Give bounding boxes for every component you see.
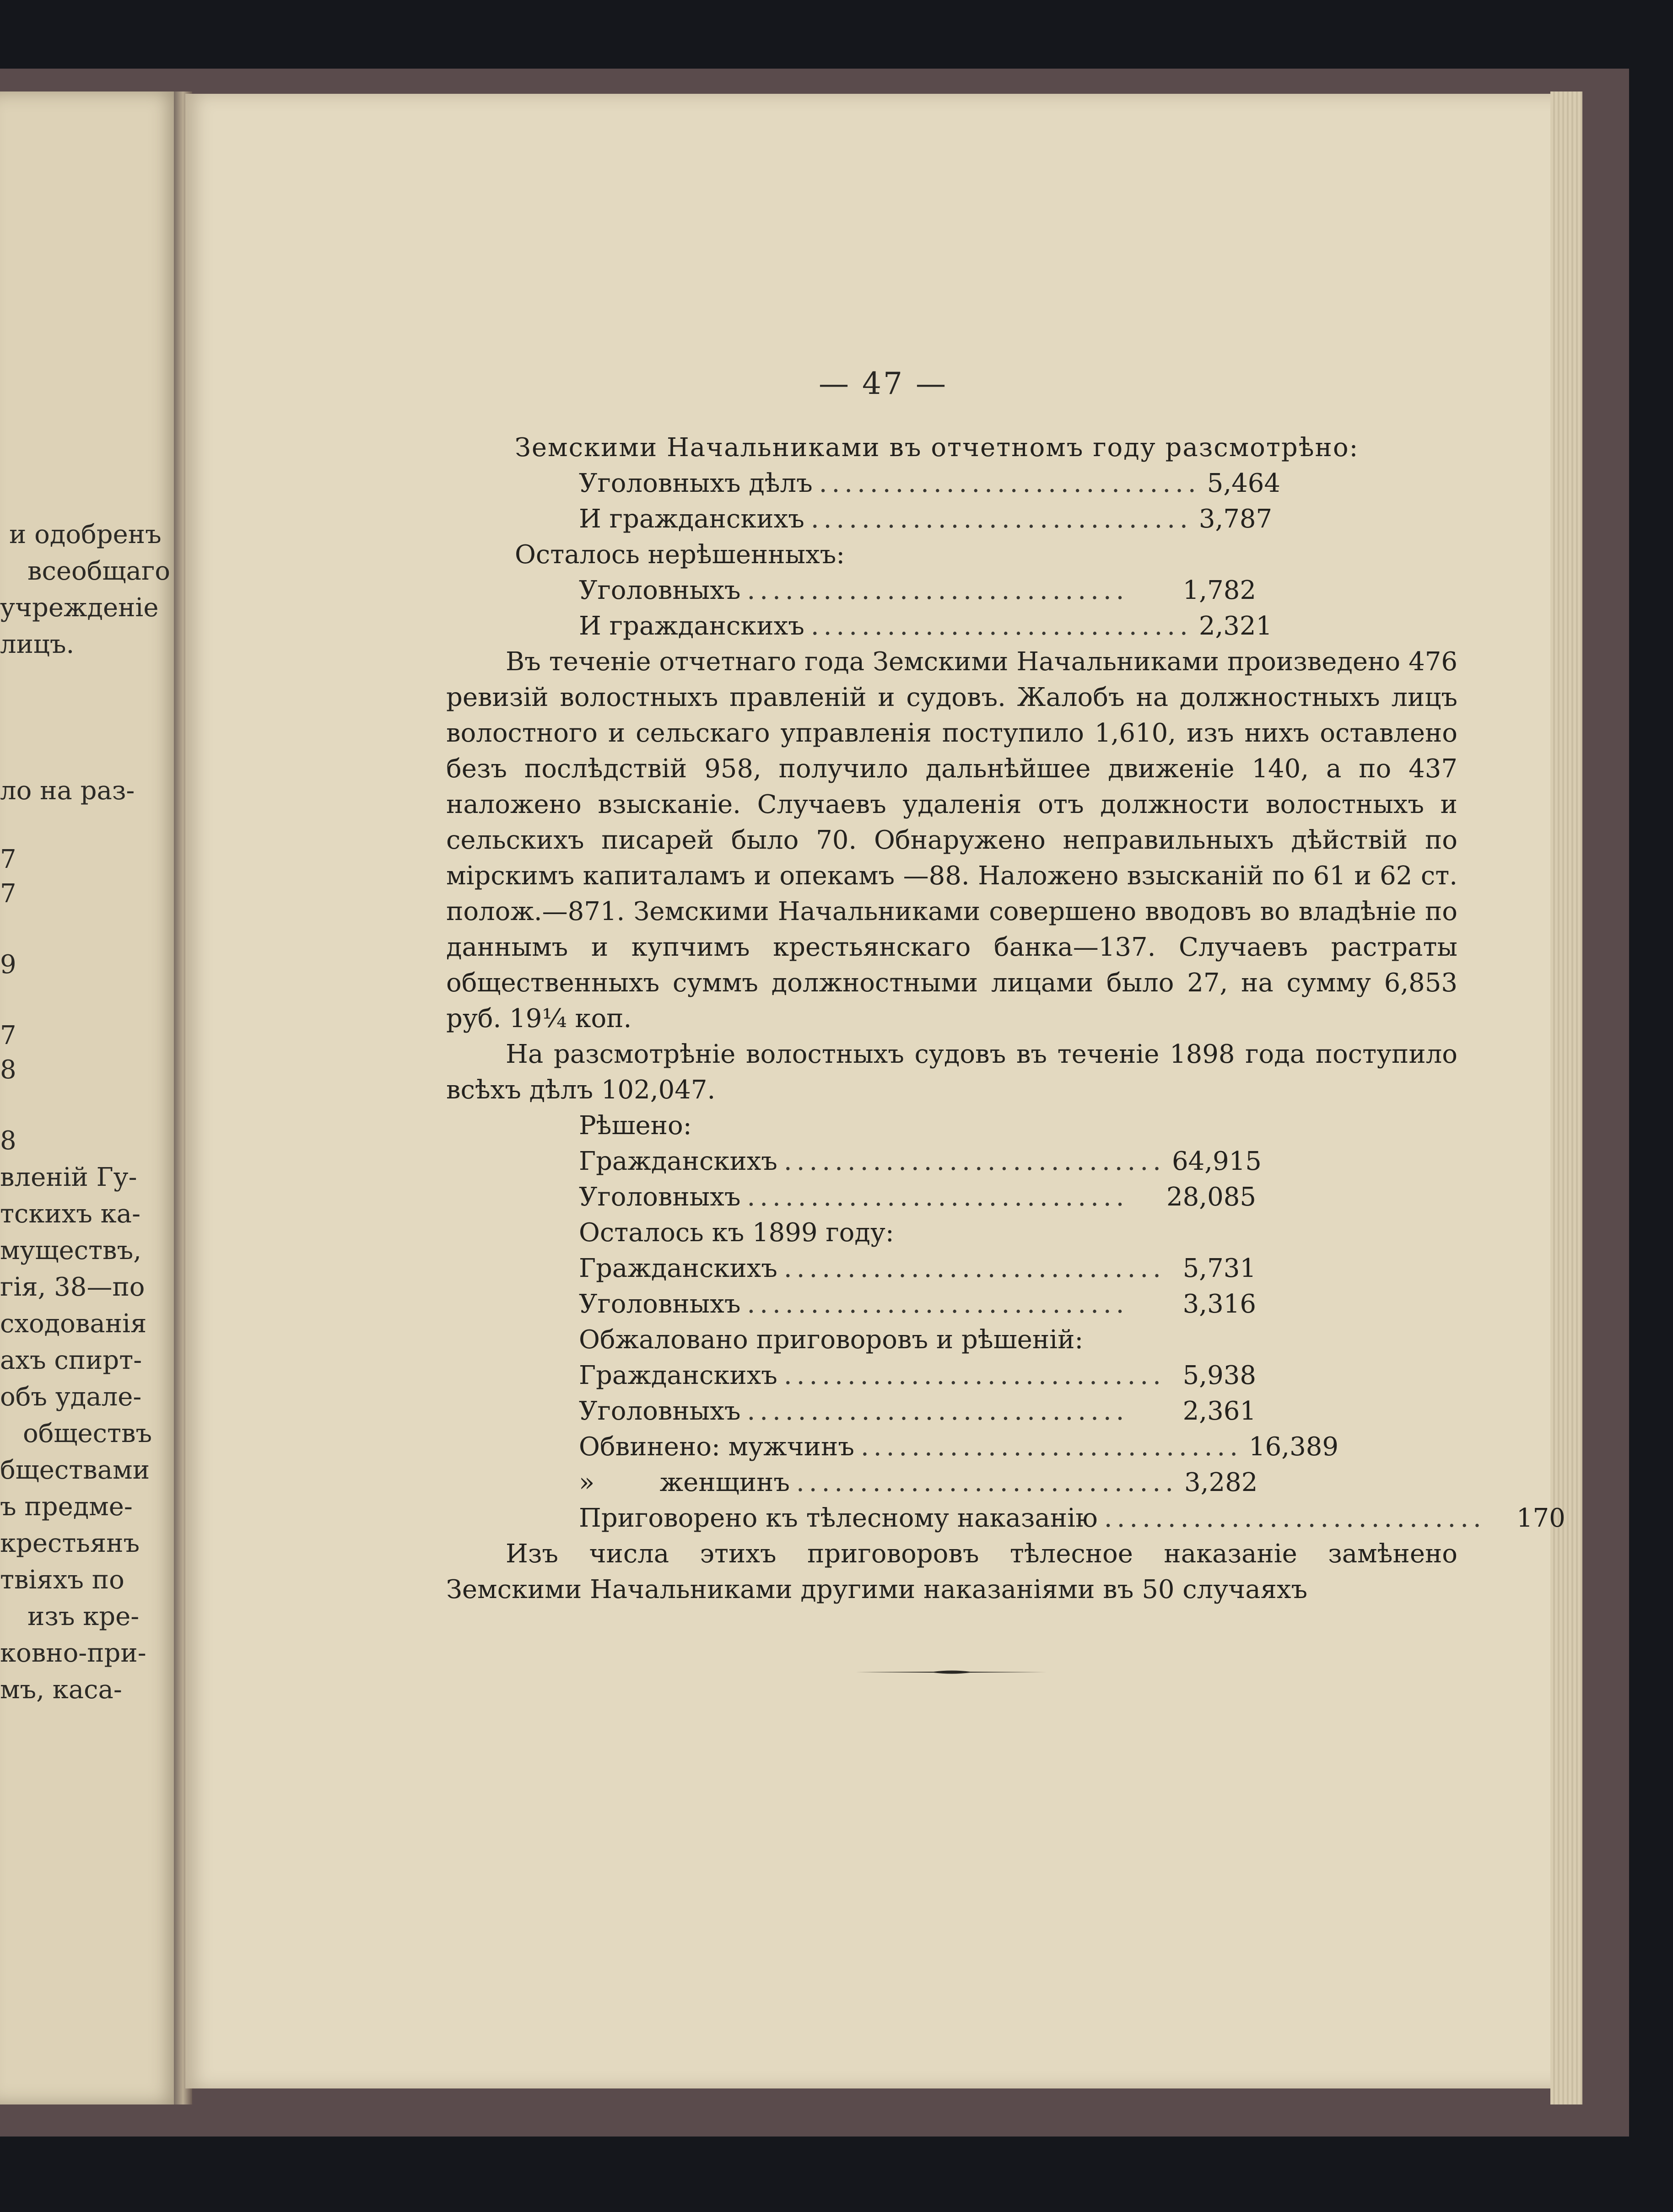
left-line: изъ кре-: [27, 1602, 140, 1631]
row-value: 2,361: [1182, 1396, 1256, 1426]
row-value: 5,938: [1182, 1361, 1256, 1390]
left-line: сходованія: [0, 1309, 147, 1339]
leader-dots: ..............................: [1104, 1503, 1486, 1533]
table-row: [446, 1144, 1262, 1179]
table-row: [446, 1429, 1338, 1465]
table-row: [446, 573, 1256, 608]
ornamental-rule: [856, 1668, 1048, 1677]
row-label: Обвинено: мужчинъ: [579, 1432, 854, 1462]
table-row: [446, 1465, 1256, 1501]
row-value: 16,389: [1249, 1432, 1338, 1462]
leader-dots: ..............................: [747, 1396, 1129, 1426]
leader-dots: ..............................: [783, 1146, 1166, 1176]
leader-dots: ..............................: [783, 1361, 1166, 1390]
left-line: 8: [0, 1055, 16, 1085]
left-line: твіяхъ по: [0, 1565, 124, 1595]
page-number: — 47 —: [819, 366, 948, 401]
row-value: 28,085: [1166, 1182, 1256, 1212]
subheading: Осталось къ 1899 году:: [579, 1218, 894, 1248]
left-line: ковно-при-: [0, 1638, 146, 1668]
paragraph: На разсмотрѣніе волостныхъ судовъ въ теченіе 1898 года поступило всѣхъ дѣлъ 102,047.: [446, 1039, 1457, 1105]
left-line: обществъ: [23, 1419, 152, 1448]
left-line: ъ предме-: [0, 1492, 133, 1522]
row-value: 1,782: [1182, 576, 1256, 605]
left-line: ахъ спирт-: [0, 1345, 142, 1375]
row-label: Уголовныхъ: [579, 1289, 741, 1319]
left-line: ло на раз-: [0, 776, 135, 806]
section-intro: Земскими Начальниками въ отчетномъ году разсмотрѣно:: [515, 433, 1359, 463]
leader-dots: ..............................: [747, 1182, 1129, 1212]
left-line: 7: [0, 879, 16, 909]
table-row: [446, 466, 1281, 501]
subheading: Рѣшено:: [579, 1111, 692, 1141]
row-label: Гражданскихъ: [579, 1361, 777, 1390]
left-line: гія, 38—по: [0, 1272, 145, 1302]
row-label: Уголовныхъ: [579, 576, 741, 605]
left-line: лицъ.: [0, 630, 75, 659]
page-body: [446, 430, 1565, 1608]
leader-dots: ..............................: [747, 1289, 1129, 1319]
table-row: [446, 1179, 1256, 1215]
row-value: 2,321: [1198, 611, 1273, 641]
left-line: 9: [0, 950, 16, 980]
row-label: » женщинъ: [579, 1468, 790, 1497]
left-line: бществами: [0, 1455, 150, 1485]
left-line: крестьянъ: [0, 1528, 140, 1558]
row-label: И гражданскихъ: [579, 504, 804, 534]
leader-dots: ..............................: [810, 611, 1193, 641]
row-label: Гражданскихъ: [579, 1254, 777, 1283]
subheading: Обжаловано приговоровъ и рѣшеній:: [579, 1325, 1084, 1355]
left-line: 7: [0, 1021, 16, 1050]
section2-table: [446, 1108, 1565, 1536]
row-value: 170: [1516, 1503, 1565, 1533]
table-row: [446, 1501, 1565, 1536]
section1-table: [446, 466, 1281, 644]
left-line: всеобщаго: [27, 556, 170, 586]
row-value: 3,282: [1184, 1468, 1258, 1497]
table-row: [446, 1394, 1256, 1429]
leader-dots: ..............................: [796, 1468, 1178, 1497]
leader-dots: ..............................: [747, 576, 1129, 605]
row-value: 64,915: [1171, 1146, 1262, 1176]
row-value: 5,731: [1182, 1254, 1256, 1283]
left-line: мъ, каса-: [0, 1675, 122, 1705]
leader-dots: ..............................: [810, 504, 1193, 534]
previous-page: [0, 91, 182, 2104]
row-label: Гражданскихъ: [579, 1146, 777, 1176]
table-row: [446, 608, 1273, 644]
leader-dots: ..............................: [860, 1432, 1243, 1462]
left-line: вленій Гу-: [0, 1163, 137, 1192]
row-label: И гражданскихъ: [579, 611, 804, 641]
left-line: объ удале-: [0, 1382, 142, 1412]
left-line: учрежденіе: [0, 593, 159, 623]
left-line: 7: [0, 845, 16, 874]
left-line: 8: [0, 1126, 16, 1156]
row-label: Приговорено къ тѣлесному наказанію: [579, 1503, 1098, 1533]
row-label: Уголовныхъ: [579, 1396, 741, 1426]
left-line: и одобренъ: [9, 520, 162, 549]
leader-dots: ..............................: [819, 468, 1201, 498]
page-edges: [1550, 91, 1582, 2104]
table-row: [446, 1358, 1256, 1394]
table-row: [446, 1286, 1256, 1322]
table-row: [446, 501, 1273, 537]
table-row: [446, 1251, 1256, 1286]
left-line: тскихъ ка-: [0, 1199, 140, 1229]
row-value: 3,787: [1198, 504, 1273, 534]
left-line: муществъ,: [0, 1236, 142, 1265]
closing-paragraph: Изъ числа этихъ приговоровъ тѣлесное наказаніе замѣнено Земскими Начальниками другими наказаніями въ 50 случаяхъ: [446, 1539, 1457, 1604]
row-value: 3,316: [1182, 1289, 1256, 1319]
leader-dots: ..............................: [783, 1254, 1166, 1283]
row-label: Уголовныхъ: [579, 1182, 741, 1212]
paragraph: Въ теченіе отчетнаго года Земскими Начальниками произведено 476 ревизій волостныхъ правленій и судовъ. Жалобъ на должностныхъ лицъ волостного и сельскаго управленія поступило 1,610, изъ нихъ оставлено безъ послѣдствій 958, получило дальнѣйшее движеніе 140, а по 437 наложено взысканіе. Случаевъ удаленія отъ должности волостныхъ и сельскихъ писарей было 70. Обнаружено неправильныхъ дѣйствій по мірскимъ капиталамъ и опекамъ —88. Наложено взысканій по 61 и 62 ст. полож.—871. Земскими Начальниками совершено вводовъ во владѣніе по даннымъ и купчимъ крестьянскаго банка—137. Случаевъ растраты общественныхъ суммъ должностными лицами было 27, на сумму 6,853 руб. 19¼ коп.: [446, 647, 1457, 1033]
row-label: Уголовныхъ дѣлъ: [579, 468, 813, 498]
subheading: Осталось нерѣшенныхъ:: [515, 540, 845, 570]
row-value: 5,464: [1207, 468, 1281, 498]
